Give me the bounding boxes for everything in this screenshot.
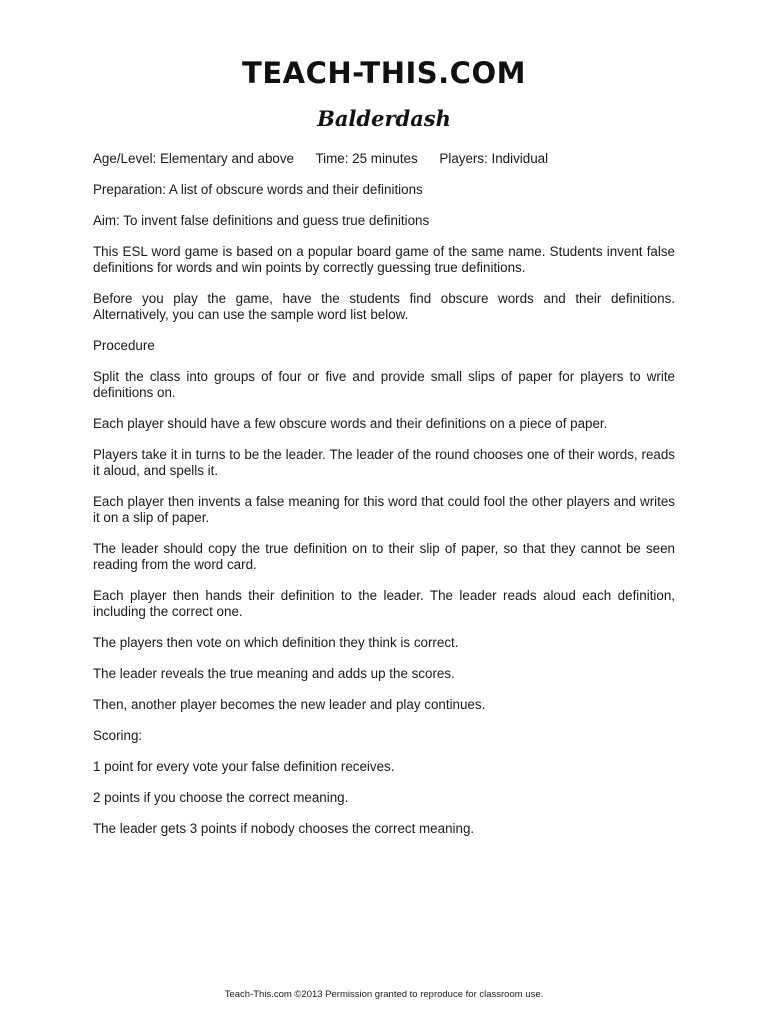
aim-paragraph: Aim: To invent false definitions and guess true definitions	[93, 213, 430, 228]
age-level: Age/Level: Elementary and above	[93, 151, 294, 166]
players: Players: Individual	[439, 151, 549, 166]
document-body	[93, 151, 675, 852]
procedure-heading: Procedure	[93, 338, 155, 353]
procedure-step: Each player then invents a false meaning for this word that could fool the other players and writes it on a slip of paper.	[93, 494, 675, 525]
site-title: TEACH-THIS.COM	[242, 56, 526, 90]
procedure-step: The leader should copy the true definition on to their slip of paper, so that they cannot be seen reading from the word card.	[93, 541, 675, 572]
time: Time: 25 minutes	[315, 151, 418, 166]
procedure-step: The leader reveals the true meaning and adds up the scores.	[93, 666, 455, 681]
procedure-step: Split the class into groups of four or five and provide small slips of paper for players to write definitions on.	[93, 369, 675, 400]
page-footer: Teach-This.com ©2013 Permission granted to reproduce for classroom use.	[224, 989, 544, 1000]
scoring-heading: Scoring:	[93, 728, 143, 743]
procedure-step: Then, another player becomes the new leader and play continues.	[93, 697, 486, 712]
preparation-paragraph: Preparation: A list of obscure words and their definitions	[93, 182, 423, 197]
scoring-rule: 2 points if you choose the correct meaning.	[93, 790, 349, 805]
meta-row	[93, 151, 675, 167]
procedure-step: Each player then hands their definition to the leader. The leader reads aloud each definition, including the correct one.	[93, 588, 675, 619]
procedure-step: The players then vote on which definition they think is correct.	[93, 635, 459, 650]
procedure-step: Each player should have a few obscure words and their definitions on a piece of paper.	[93, 416, 608, 431]
scoring-rule: The leader gets 3 points if nobody chooses the correct meaning.	[93, 821, 475, 836]
before-play-paragraph: Before you play the game, have the students find obscure words and their definitions. Alternatively, you can use the sample word list below.	[93, 291, 675, 322]
procedure-step: Players take it in turns to be the leader. The leader of the round chooses one of their words, reads it aloud, and spells it.	[93, 447, 675, 478]
intro-paragraph: This ESL word game is based on a popular board game of the same name. Students invent false definitions for words and win points by correctly guessing true definitions.	[93, 244, 675, 275]
game-title: Balderdash	[317, 106, 451, 131]
scoring-rule: 1 point for every vote your false definition receives.	[93, 759, 395, 774]
